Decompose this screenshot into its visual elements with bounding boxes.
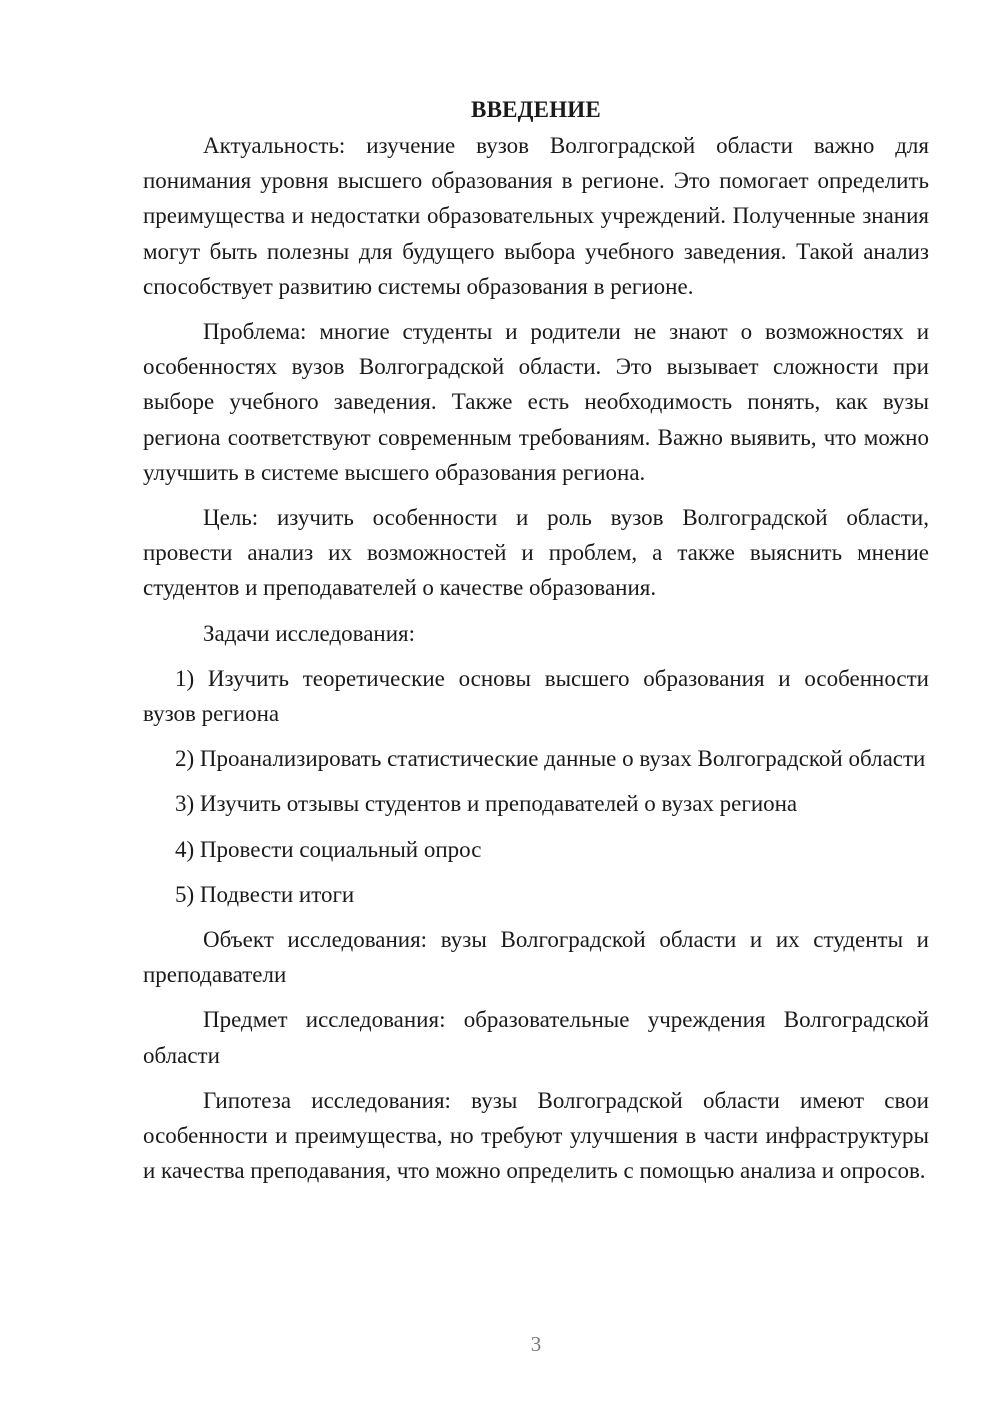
paragraph-goal: Цель: изучить особенности и роль вузов Волгоградской области, провести анализ их возможностей и проблем, а также выяснить мнение студентов и преподавателей о качестве образования. — [143, 505, 929, 601]
list-item-task-2: 2) Проанализировать статистические данные о вузах Волгоградской области — [175, 746, 926, 772]
paragraph-tasks-title: Задачи исследования: — [203, 620, 416, 646]
document-page — [143, 92, 929, 1198]
list-item-task-4: 4) Провести социальный опрос — [175, 836, 482, 862]
list-item-task-3: 3) Изучить отзывы студентов и преподавателей о вузах региона — [175, 791, 798, 817]
page-number: 3 — [530, 1332, 542, 1356]
paragraph-relevance: Актуальность: изучение вузов Волгоградской области важно для понимания уровня высшего образования в регионе. Это помогает определить преимущества и недостатки образовательных учреждений. Полученные знания могут быть полезны для будущего выбора учебного заведения. Такой анализ способствует развитию системы образования в регионе. — [143, 133, 929, 299]
paragraph-object: Объект исследования: вузы Волгоградской области и их студенты и преподаватели — [143, 927, 929, 988]
list-item-task-1: 1) Изучить теоретические основы высшего образования и особенности вузов региона — [143, 665, 929, 727]
page-heading: ВВЕДЕНИЕ — [471, 97, 601, 122]
list-item-task-5: 5) Подвести итоги — [175, 881, 355, 907]
paragraph-subject: Предмет исследования: образовательные учреждения Волгоградской области — [143, 1007, 929, 1068]
paragraph-problem: Проблема: многие студенты и родители не знают о возможностях и особенностях вузов Волгоградской области. Это вызывает сложности при выборе учебного заведения. Также есть необходимость понять, как вузы региона соответствуют современным требованиям. Важно выявить, что можно улучшить в системе высшего образования региона. — [143, 319, 929, 485]
paragraph-hypothesis: Гипотеза исследования: вузы Волгоградской области имеют свои особенности и преимущества, но требуют улучшения в части инфраструктуры и качества преподавания, что можно определить с помощью анализа и опросов. — [143, 1087, 929, 1184]
